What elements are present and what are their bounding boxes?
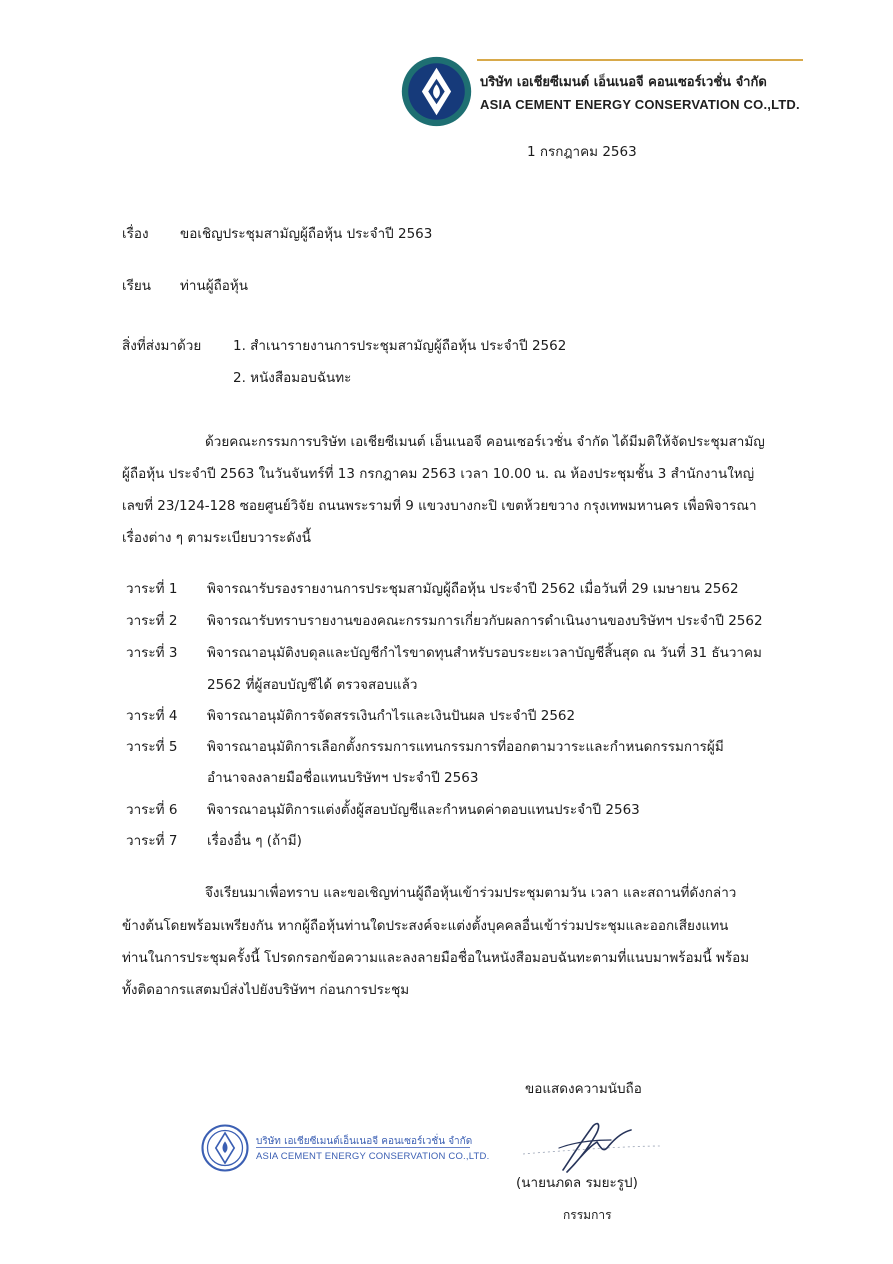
agenda-label: วาระที่ 5 — [126, 739, 178, 755]
agenda-label: วาระที่ 7 — [126, 833, 178, 849]
agenda-label: วาระที่ 4 — [126, 708, 178, 724]
enclosures-label: สิ่งที่ส่งมาด้วย — [122, 338, 202, 354]
agenda-text: อำนาจลงลายมือชื่อแทนบริษัทฯ ประจำปี 2563 — [207, 770, 479, 786]
agenda-text: เรื่องอื่น ๆ (ถ้ามี) — [207, 833, 302, 849]
agenda-label: วาระที่ 3 — [126, 645, 178, 661]
letter-date: 1 กรกฎาคม 2563 — [527, 144, 637, 160]
stamp-company-english: ASIA CEMENT ENERGY CONSERVATION CO.,LTD. — [256, 1151, 490, 1162]
agenda-text: พิจารณาอนุมัติงบดุลและบัญชีกำไรขาดทุนสำหรับรอบระยะเวลาบัญชีสิ้นสุด ณ วันที่ 31 ธันวาคม — [207, 645, 762, 661]
intro-line: เรื่องต่าง ๆ ตามระเบียบวาระดังนี้ — [122, 530, 311, 546]
agenda-text: 2562 ที่ผู้สอบบัญชีได้ ตรวจสอบแล้ว — [207, 677, 418, 693]
subject-value: ขอเชิญประชุมสามัญผู้ถือหุ้น ประจำปี 2563 — [180, 226, 433, 242]
enclosure-item: 2. หนังสือมอบฉันทะ — [233, 370, 352, 386]
agenda-text: พิจารณารับทราบรายงานของคณะกรรมการเกี่ยวกับผลการดำเนินงานของบริษัทฯ ประจำปี 2562 — [207, 613, 763, 629]
agenda-label: วาระที่ 6 — [126, 802, 178, 818]
company-logo — [400, 55, 473, 128]
agenda-text: พิจารณาอนุมัติการแต่งตั้งผู้สอบบัญชีและกำหนดค่าตอบแทนประจำปี 2563 — [207, 802, 640, 818]
signatory-title: กรรมการ — [563, 1208, 612, 1222]
intro-line: ด้วยคณะกรรมการบริษัท เอเชียซีเมนต์ เอ็นเนอจี คอนเซอร์เวชั่น จำกัด ได้มีมติให้จัดประชุมสามัญ — [205, 434, 765, 450]
agenda-text: พิจารณาอนุมัติการจัดสรรเงินกำไรและเงินปันผล ประจำปี 2562 — [207, 708, 576, 724]
stamp-logo — [200, 1123, 250, 1173]
closing-line: ท่านในการประชุมครั้งนี้ โปรดกรอกข้อความและลงลายมือชื่อในหนังสือมอบฉันทะตามที่แนบมาพร้อมนี้ พร้อม — [122, 950, 750, 966]
intro-line: เลขที่ 23/124-128 ซอยศูนย์วิจัย ถนนพระรามที่ 9 แขวงบางกะปิ เขตห้วยขวาง กรุงเทพมหานคร เพื่อพิจารณา — [122, 498, 757, 514]
header-rule — [477, 59, 803, 61]
enclosure-item: 1. สำเนารายงานการประชุมสามัญผู้ถือหุ้น ประจำปี 2562 — [233, 338, 567, 354]
closing-line: จึงเรียนมาเพื่อทราบ และขอเชิญท่านผู้ถือหุ้นเข้าร่วมประชุมตามวัน เวลา และสถานที่ดังกล่าว — [205, 885, 737, 901]
stamp-company-thai: บริษัท เอเชียซีเมนต์เอ็นเนอจี คอนเซอร์เวชั่น จำกัด — [256, 1136, 473, 1147]
stamp-rule — [256, 1147, 470, 1148]
complimentary-close: ขอแสดงความนับถือ — [525, 1081, 642, 1097]
company-name-english: ASIA CEMENT ENERGY CONSERVATION CO.,LTD. — [480, 97, 800, 112]
subject-label: เรื่อง — [122, 226, 149, 242]
agenda-text: พิจารณารับรองรายงานการประชุมสามัญผู้ถือหุ้น ประจำปี 2562 เมื่อวันที่ 29 เมษายน 2562 — [207, 581, 739, 597]
closing-line: ทั้งติดอากรแสตมป์ส่งไปยังบริษัทฯ ก่อนการประชุม — [122, 982, 410, 998]
recipient-value: ท่านผู้ถือหุ้น — [180, 278, 249, 294]
agenda-label: วาระที่ 1 — [126, 581, 178, 597]
company-name-thai: บริษัท เอเชียซีเมนต์ เอ็นเนอจี คอนเซอร์เวชั่น จำกัด — [480, 75, 767, 90]
handwritten-signature — [515, 1118, 665, 1178]
intro-line: ผู้ถือหุ้น ประจำปี 2563 ในวันจันทร์ที่ 13 กรกฎาคม 2563 เวลา 10.00 น. ณ ห้องประชุมชั้น 3 สำนักงานใหญ่ — [122, 466, 755, 482]
recipient-label: เรียน — [122, 278, 152, 294]
agenda-label: วาระที่ 2 — [126, 613, 178, 629]
closing-line: ข้างต้นโดยพร้อมเพรียงกัน หากผู้ถือหุ้นท่านใดประสงค์จะแต่งตั้งบุคคลอื่นเข้าร่วมประชุมและออกเสียงแทน — [122, 918, 729, 934]
agenda-text: พิจารณาอนุมัติการเลือกตั้งกรรมการแทนกรรมการที่ออกตามวาระและกำหนดกรรมการผู้มี — [207, 739, 724, 755]
signatory-name: (นายนภดล รมยะรูป) — [516, 1175, 638, 1191]
